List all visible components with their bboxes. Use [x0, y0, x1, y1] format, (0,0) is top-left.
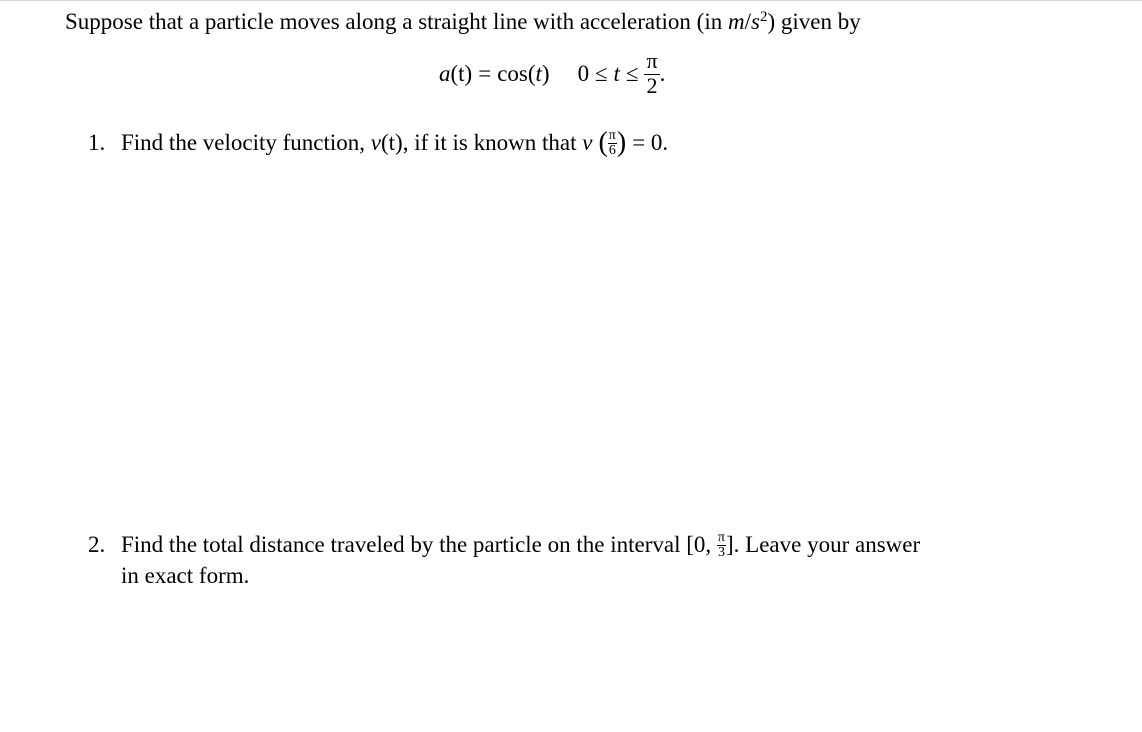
question-1-open-paren: (: [598, 126, 608, 158]
eq-domain-fraction: [644, 50, 659, 97]
acceleration-equation: [439, 48, 666, 104]
eq-lhs-arg: (t): [450, 60, 473, 86]
intro-text-before: Suppose that a particle moves along a straight line with acceleration (in: [65, 9, 728, 34]
question-2-interval-open: [0,: [686, 532, 717, 557]
eq-rhs-var: t: [535, 60, 542, 86]
question-1-cond-fn: v: [582, 130, 593, 155]
eq-frac-denominator: 2: [646, 73, 658, 98]
problem-intro: [65, 3, 861, 36]
question-2-continuation: in exact form.: [121, 563, 250, 588]
question-1-number: 1.: [88, 130, 106, 155]
question-2-number: 2.: [88, 532, 106, 557]
question-1-fn-arg: (t): [380, 130, 403, 155]
eq-domain-le: ≤: [625, 60, 639, 86]
question-2-frac-numerator: π: [717, 529, 725, 545]
eq-period: .: [659, 60, 666, 86]
unit-seconds: s: [750, 9, 760, 34]
unit-meters: m: [727, 9, 745, 34]
question-1-text-before: Find the velocity function,: [121, 130, 371, 155]
eq-rhs-close: ): [541, 60, 550, 86]
eq-frac-numerator: π: [646, 48, 658, 73]
question-1-frac-denominator: 6: [608, 142, 616, 158]
question-1-cond-fraction: [608, 129, 617, 157]
question-2-interval-close: ]: [725, 532, 734, 557]
question-1-fn: v: [370, 130, 381, 155]
eq-rhs: cos(: [497, 60, 536, 86]
question-1-frac-numerator: π: [608, 127, 616, 143]
question-1: [88, 126, 669, 159]
question-1-close-paren: ): [616, 126, 627, 158]
eq-domain-lo: 0 ≤: [577, 60, 608, 86]
intro-text-after: ) given by: [767, 9, 861, 34]
unit-slash: /: [744, 9, 751, 34]
question-1-cond-rhs: = 0.: [632, 130, 669, 155]
question-2-interval-fraction: [717, 531, 726, 559]
eq-lhs-fn: a: [439, 60, 451, 86]
question-2-text-after: . Leave your answer: [733, 532, 921, 557]
question-2-frac-denominator: 3: [717, 544, 725, 560]
question-2: [88, 531, 920, 561]
eq-domain-var: t: [613, 60, 620, 86]
question-1-text-mid: , if it is known that: [402, 130, 583, 155]
eq-equals: =: [478, 60, 492, 86]
question-2-text-before: Find the total distance traveled by the particle on the interval: [121, 532, 687, 557]
unit-exponent: 2: [759, 9, 768, 25]
